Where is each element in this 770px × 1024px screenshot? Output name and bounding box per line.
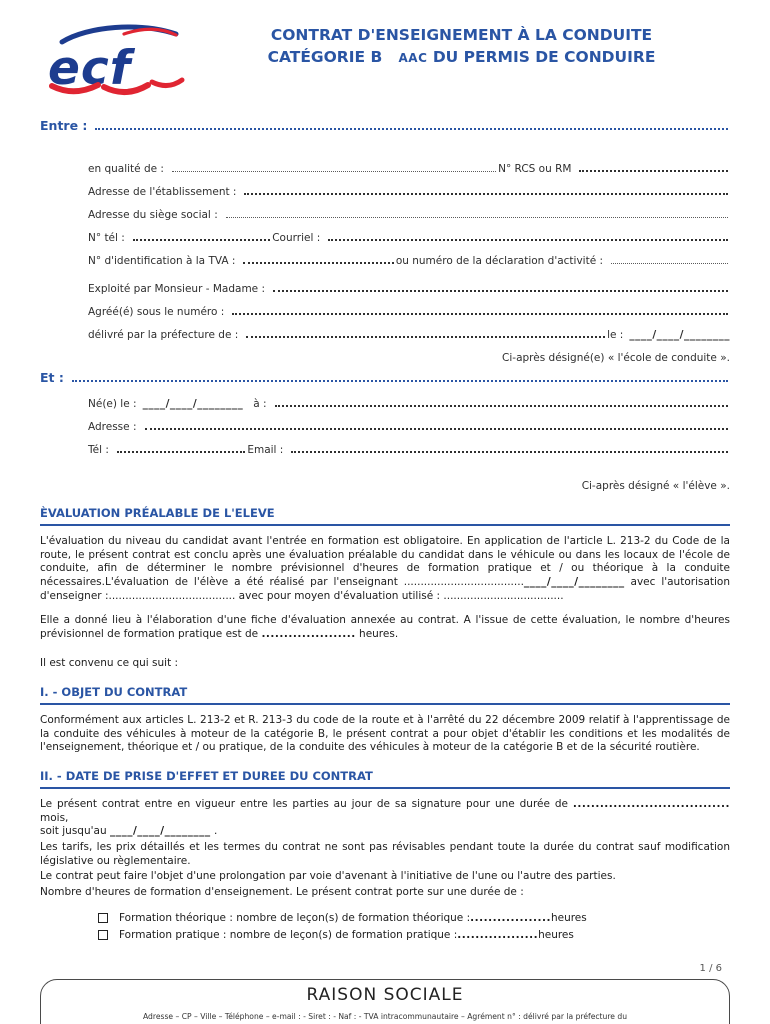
adresse-siege-label: Adresse du siège social : (88, 209, 218, 221)
checkbox-icon (98, 930, 108, 940)
field-student-tel-email (88, 444, 730, 456)
et-fill-line (72, 380, 728, 382)
entre-fill-line (95, 128, 728, 130)
formation-pratique-unit: heures (538, 928, 574, 941)
formation-theorique-dotline: .................. (470, 911, 551, 924)
page-number: 1 / 6 (699, 962, 722, 974)
field-qualite (88, 163, 730, 175)
field-student-adresse (88, 421, 730, 433)
evaluation-paragraph-1 (40, 535, 730, 603)
rcs-label: N° RCS ou RM (498, 163, 572, 175)
title-category: CATÉGORIE B (267, 48, 383, 67)
section-evaluation-title: ÈVALUATION PRÉALABLE DE L'ELEVE (40, 506, 730, 526)
convenu-text: Il est convenu ce qui suit : (40, 657, 179, 670)
evaluation-p1-text3: avec pour moyen d'évaluation utilisé : (235, 589, 444, 602)
adresse-etablissement-fill-line (244, 193, 728, 195)
evaluation-hours-dotline: ..................... (261, 627, 356, 640)
tva-fill-line (243, 262, 393, 264)
field-adresse-siege (88, 209, 730, 221)
duree-until-period: . (210, 825, 218, 838)
duree-until-label: soit jusqu'au (40, 825, 110, 838)
evaluation-p1-dotline: .................................... (403, 575, 524, 588)
entre-label: Entre : (40, 118, 88, 133)
document-title (215, 16, 730, 69)
field-ne-le (88, 398, 730, 410)
student-adresse-fill-line (145, 428, 729, 430)
duree-paragraph-3: Le contrat peut faire l'objet d'une prolongation par voie d'avenant à l'initiative de l'une ou l'autre des parties. (40, 870, 616, 883)
formation-theorique-unit: heures (550, 911, 587, 924)
declaration-fill-line (611, 263, 728, 264)
document-title-line1: CONTRAT D'ENSEIGNEMENT À LA CONDUITE (270, 26, 653, 44)
checkbox-icon (98, 913, 108, 923)
prefecture-date-blank: ____/____/________ (629, 329, 730, 341)
agree-fill-line (232, 313, 728, 315)
evaluation-p1-text: L'évaluation du niveau du candidat avant l'entrée en formation est obligatoire. En application de l'article L. 213-2 du Code de la route, le présent contrat est conclu après une évaluation préalable du candidat dans le véhicule ou dans les locaux de l'école de conduite, afin de déterminer le nombre prévisionnel d'heures de formation pratique et / ou théorique à la conduite nécessaires.L'évaluation de l'élève a été réalisé par l'enseignant (40, 535, 730, 588)
field-tva (88, 255, 730, 267)
field-prefecture (88, 329, 730, 341)
evaluation-p1-text2: avec l'autorisation d'enseigner : (40, 575, 730, 602)
adresse-etablissement-label: Adresse de l'établissement : (88, 186, 237, 198)
le-label: le : (607, 329, 624, 341)
student-tel-fill-line (117, 451, 245, 453)
raison-sociale-details: Adresse – CP – Ville – Téléphone – e-mail : - Siret : - Naf : - TVA intracommunautaire – Agrément n° : délivré par la préfecture du (142, 1011, 628, 1021)
qualite-fill-line (172, 171, 496, 172)
evaluation-p1-dotline3: .................................... (443, 589, 564, 602)
agree-label: Agréé(é) sous le numéro : (88, 306, 225, 318)
title-aac: AAC (398, 51, 428, 66)
duree-until-date-blank: ____/____/________ (109, 825, 211, 838)
evaluation-p1-dotline2: ...................................... (108, 589, 236, 602)
courriel-label: Courriel : (272, 232, 321, 244)
formation-pratique-text: Formation pratique : nombre de leçon(s) de formation pratique : (119, 928, 458, 941)
school-designation-note: Ci-après désigné(e) « l'école de conduite ». (502, 352, 730, 364)
prefecture-label: délivré par la préfecture de : (88, 329, 239, 341)
birth-place-label: à : (253, 398, 267, 410)
ecf-logo-icon (40, 22, 190, 100)
student-tel-label: Tél : (88, 444, 109, 456)
duree-months-dotline: ................................... (572, 798, 730, 811)
birth-place-fill-line (275, 405, 728, 407)
qualite-label: en qualité de : (88, 163, 164, 175)
ntel-label: N° tél : (88, 232, 125, 244)
raison-sociale-title: RAISON SOCIALE (306, 984, 464, 1005)
duree-p1-text2: mois, (40, 811, 69, 824)
evaluation-p2-text: Elle a donné lieu à l'élaboration d'une fiche d'évaluation annexée au contrat. A l'issue de cette évaluation, le nombre d'heures prévisionnel de formation pratique est de (40, 614, 730, 640)
prefecture-fill-line (246, 336, 605, 338)
student-email-fill-line (291, 451, 728, 453)
section-objet-title: I. - OBJET DU CONTRAT (40, 685, 730, 705)
ecf-logo (40, 16, 215, 104)
field-agree (88, 306, 730, 318)
field-tel-courriel (88, 232, 730, 244)
ntel-fill-line (133, 239, 270, 241)
rcs-fill-line (579, 170, 728, 172)
field-et (40, 370, 730, 385)
exploite-label: Exploité par Monsieur - Madame : (88, 283, 266, 295)
student-email-label: Email : (247, 444, 284, 456)
field-adresse-etablissement (88, 186, 730, 198)
duree-paragraph-2: Les tarifs, les prix détaillés et les termes du contrat ne sont pas révisables pendant toute la durée du contrat sauf modification législative ou règlementaire. (40, 840, 730, 867)
checkbox-formation-theorique (98, 912, 730, 924)
tva-label: N° d'identification à la TVA : (88, 255, 236, 267)
ne-label: Né(e) le : (88, 398, 137, 410)
student-adresse-label: Adresse : (88, 421, 137, 433)
duree-paragraph-1 (40, 798, 730, 839)
evaluation-paragraph-2 (40, 614, 730, 641)
courriel-fill-line (328, 239, 728, 241)
duree-paragraph-4: Nombre d'heures de formation d'enseignement. Le présent contrat porte sur une durée de : (40, 885, 524, 898)
field-exploite (88, 283, 730, 295)
objet-paragraph: Conformément aux articles L. 213-2 et R. 213-3 du code de la route et à l'arrêté du 22 décembre 2009 relatif à l'apprentissage de la conduite des véhicules à moteur de la catégorie B, le présent contrat a pour objet d'établir les conditions et les modalités de l'enseignement, théorique et / ou pratique, de la conduite des véhicules à moteur de la catégorie B et de la sécurité routière. (40, 714, 730, 754)
evaluation-date-blank: ____/____/________ (523, 575, 625, 588)
formation-pratique-dotline: .................. (457, 928, 539, 941)
svg-text:ecf: ecf (48, 41, 132, 96)
et-label: Et : (40, 370, 64, 385)
exploite-fill-line (273, 290, 728, 292)
adresse-siege-fill-line (226, 217, 728, 218)
title-permis: DU PERMIS DE CONDUIRE (432, 48, 656, 67)
checkbox-formation-pratique (98, 929, 730, 941)
duree-p1-text: Le présent contrat entre en vigueur entre les parties au jour de sa signature pour une durée de (40, 798, 573, 811)
student-designation-note: Ci-après désigné « l'élève ». (581, 480, 730, 492)
field-entre (40, 118, 730, 133)
raison-sociale-box (40, 979, 730, 1024)
declaration-label: ou numéro de la déclaration d'activité : (395, 255, 604, 267)
document-title-line2 (215, 46, 708, 68)
formation-theorique-text: Formation théorique : nombre de leçon(s) de formation théorique : (119, 911, 471, 924)
evaluation-p2-text2: heures. (355, 627, 399, 640)
birth-date-blank: ____/____/________ (142, 398, 244, 410)
document-header (40, 16, 730, 104)
section-duree-title: II. - DATE DE PRISE D'EFFET ET DUREE DU CONTRAT (40, 769, 730, 789)
